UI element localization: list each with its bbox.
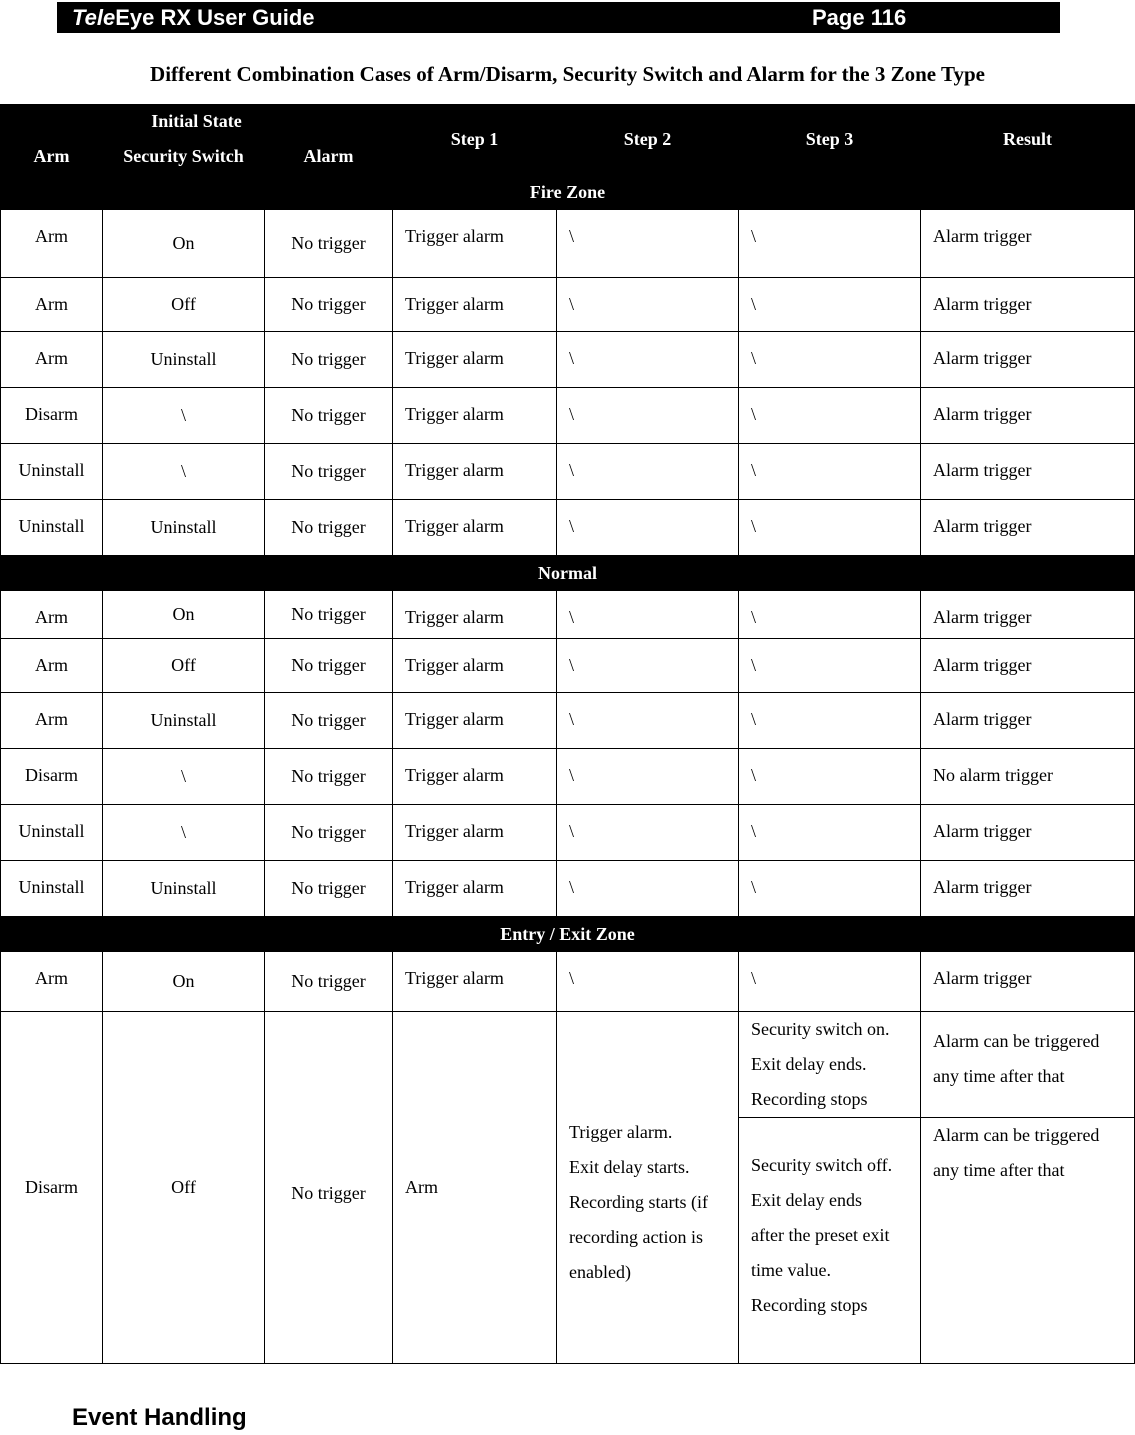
result-cell: Alarm trigger (921, 332, 1135, 388)
page-number: Page 116 (812, 5, 907, 30)
text-line: Recording stops (751, 1089, 868, 1109)
step2-cell: \ (557, 332, 739, 388)
alarm-cell: No trigger (265, 591, 393, 639)
alarm-cell: No trigger (265, 693, 393, 749)
arm-cell: Disarm (1, 749, 103, 805)
arm-cell: Uninstall (1, 444, 103, 500)
alarm-cell: No trigger (265, 388, 393, 444)
security-switch-cell: Off (103, 278, 265, 332)
result-cell (921, 1012, 1135, 1118)
text-line: enabled) (569, 1262, 631, 1282)
arm-cell: Disarm (1, 388, 103, 444)
step1-cell: Trigger alarm (393, 591, 557, 639)
step2-cell: \ (557, 444, 739, 500)
arm-cell: Disarm (1, 1012, 103, 1364)
step3-cell: \ (739, 210, 921, 278)
security-switch-cell: \ (103, 749, 265, 805)
step2-cell: \ (557, 861, 739, 917)
result-cell: Alarm trigger (921, 388, 1135, 444)
security-switch-cell: Uninstall (103, 861, 265, 917)
step1-cell: Trigger alarm (393, 805, 557, 861)
step3-cell: \ (739, 388, 921, 444)
section-label: Fire Zone (1, 175, 1135, 210)
step2-header: Step 2 (557, 105, 739, 175)
text-line: after the preset exit (751, 1225, 890, 1245)
security-switch-cell: Off (103, 639, 265, 693)
initial-state-header: Initial State (1, 105, 393, 139)
section-title: Different Combination Cases of Arm/Disarm, Security Switch and Alarm for the 3 Zone Type (150, 62, 985, 86)
arm-cell: Uninstall (1, 861, 103, 917)
table-row (1, 861, 1135, 917)
security-switch-cell: Off (103, 1012, 265, 1364)
result-cell: Alarm trigger (921, 278, 1135, 332)
text-line: any time after that (933, 1066, 1065, 1086)
text-line: Security switch on. (751, 1019, 890, 1039)
arm-cell: Uninstall (1, 500, 103, 556)
text-line: Recording stops (751, 1295, 868, 1315)
step1-header: Step 1 (393, 105, 557, 175)
arm-header: Arm (1, 139, 103, 175)
text-line: Alarm can be triggered (933, 1031, 1100, 1051)
step2-cell: \ (557, 278, 739, 332)
alarm-cell: No trigger (265, 952, 393, 1012)
text-line: Exit delay starts. (569, 1157, 690, 1177)
step3-cell: \ (739, 500, 921, 556)
step1-cell: Arm (393, 1012, 557, 1364)
alarm-cell: No trigger (265, 861, 393, 917)
step3-header: Step 3 (739, 105, 921, 175)
section-label: Normal (1, 556, 1135, 591)
arm-cell: Arm (1, 952, 103, 1012)
text-line: Exit delay ends (751, 1190, 862, 1210)
security-switch-cell: Uninstall (103, 332, 265, 388)
step1-cell: Trigger alarm (393, 749, 557, 805)
security-switch-cell: \ (103, 388, 265, 444)
arm-cell: Arm (1, 639, 103, 693)
table-row (1, 805, 1135, 861)
alarm-cell: No trigger (265, 278, 393, 332)
table-row (1, 210, 1135, 278)
arm-cell: Uninstall (1, 805, 103, 861)
result-cell: Alarm trigger (921, 805, 1135, 861)
table-row (1, 332, 1135, 388)
arm-cell: Arm (1, 210, 103, 278)
section-row (1, 175, 1135, 210)
alarm-cell: No trigger (265, 210, 393, 278)
arm-cell: Arm (1, 278, 103, 332)
result-cell: Alarm trigger (921, 952, 1135, 1012)
guide-title: TeleEye RX User Guide (72, 5, 315, 30)
result-cell: No alarm trigger (921, 749, 1135, 805)
step1-cell: Trigger alarm (393, 444, 557, 500)
text-line: Exit delay ends. (751, 1054, 867, 1074)
text-line: Security switch off. (751, 1155, 893, 1175)
step3-cell: \ (739, 591, 921, 639)
step1-cell: Trigger alarm (393, 210, 557, 278)
alarm-cell: No trigger (265, 639, 393, 693)
table-row (1, 444, 1135, 500)
alarm-cell: No trigger (265, 444, 393, 500)
alarm-cell: No trigger (265, 500, 393, 556)
table-row (1, 388, 1135, 444)
security-switch-header: Security Switch (103, 139, 265, 175)
alarm-cell: No trigger (265, 805, 393, 861)
step3-cell: \ (739, 332, 921, 388)
result-cell: Alarm trigger (921, 861, 1135, 917)
result-cell: Alarm trigger (921, 500, 1135, 556)
security-switch-cell: \ (103, 444, 265, 500)
text-line: Alarm can be triggered (933, 1125, 1100, 1145)
step3-cell: \ (739, 749, 921, 805)
section-row (1, 556, 1135, 591)
security-switch-cell: Uninstall (103, 500, 265, 556)
step1-cell: Trigger alarm (393, 332, 557, 388)
page-header-bar (57, 2, 1060, 33)
text-line: time value. (751, 1260, 831, 1280)
result-cell: Alarm trigger (921, 444, 1135, 500)
security-switch-cell: \ (103, 805, 265, 861)
step3-cell (739, 1118, 921, 1364)
section-row (1, 917, 1135, 952)
step2-cell: \ (557, 693, 739, 749)
table-row (1, 749, 1135, 805)
result-header: Result (921, 105, 1135, 175)
result-cell: Alarm trigger (921, 693, 1135, 749)
result-cell (921, 1118, 1135, 1364)
step1-cell: Trigger alarm (393, 952, 557, 1012)
table-row (1, 278, 1135, 332)
step3-cell: \ (739, 444, 921, 500)
security-switch-cell: On (103, 591, 265, 639)
alarm-cell: No trigger (265, 1012, 393, 1364)
security-switch-cell: On (103, 210, 265, 278)
step3-cell: \ (739, 861, 921, 917)
alarm-header: Alarm (265, 139, 393, 175)
step2-cell: \ (557, 500, 739, 556)
table-row (1, 591, 1135, 639)
table-body (1, 175, 1135, 1364)
text-line: any time after that (933, 1160, 1065, 1180)
table-row (1, 1012, 1135, 1118)
step3-cell: \ (739, 639, 921, 693)
alarm-cell: No trigger (265, 749, 393, 805)
alarm-cell: No trigger (265, 332, 393, 388)
arm-cell: Arm (1, 332, 103, 388)
step3-cell: \ (739, 805, 921, 861)
step2-cell (557, 1012, 739, 1364)
arm-cell: Arm (1, 591, 103, 639)
step1-cell: Trigger alarm (393, 693, 557, 749)
text-line: Recording starts (if (569, 1192, 708, 1212)
text-line: Trigger alarm. (569, 1122, 673, 1142)
step2-cell: \ (557, 639, 739, 693)
event-handling-heading: Event Handling (72, 1404, 247, 1431)
table-row (1, 500, 1135, 556)
step1-cell: Trigger alarm (393, 639, 557, 693)
result-cell: Alarm trigger (921, 591, 1135, 639)
table-row (1, 952, 1135, 1012)
arm-cell: Arm (1, 693, 103, 749)
table-row (1, 639, 1135, 693)
step2-cell: \ (557, 952, 739, 1012)
step2-cell: \ (557, 210, 739, 278)
section-label: Entry / Exit Zone (1, 917, 1135, 952)
result-cell: Alarm trigger (921, 639, 1135, 693)
security-switch-cell: Uninstall (103, 693, 265, 749)
step3-cell: \ (739, 278, 921, 332)
step3-cell: \ (739, 952, 921, 1012)
step1-cell: Trigger alarm (393, 388, 557, 444)
step3-cell: \ (739, 693, 921, 749)
step1-cell: Trigger alarm (393, 861, 557, 917)
step1-cell: Trigger alarm (393, 278, 557, 332)
table-row (1, 693, 1135, 749)
step2-cell: \ (557, 749, 739, 805)
step2-cell: \ (557, 388, 739, 444)
result-cell: Alarm trigger (921, 210, 1135, 278)
step3-cell (739, 1012, 921, 1118)
step2-cell: \ (557, 591, 739, 639)
zone-combination-table (0, 104, 1135, 1364)
step2-cell: \ (557, 805, 739, 861)
step1-cell: Trigger alarm (393, 500, 557, 556)
text-line: recording action is (569, 1227, 703, 1247)
security-switch-cell: On (103, 952, 265, 1012)
